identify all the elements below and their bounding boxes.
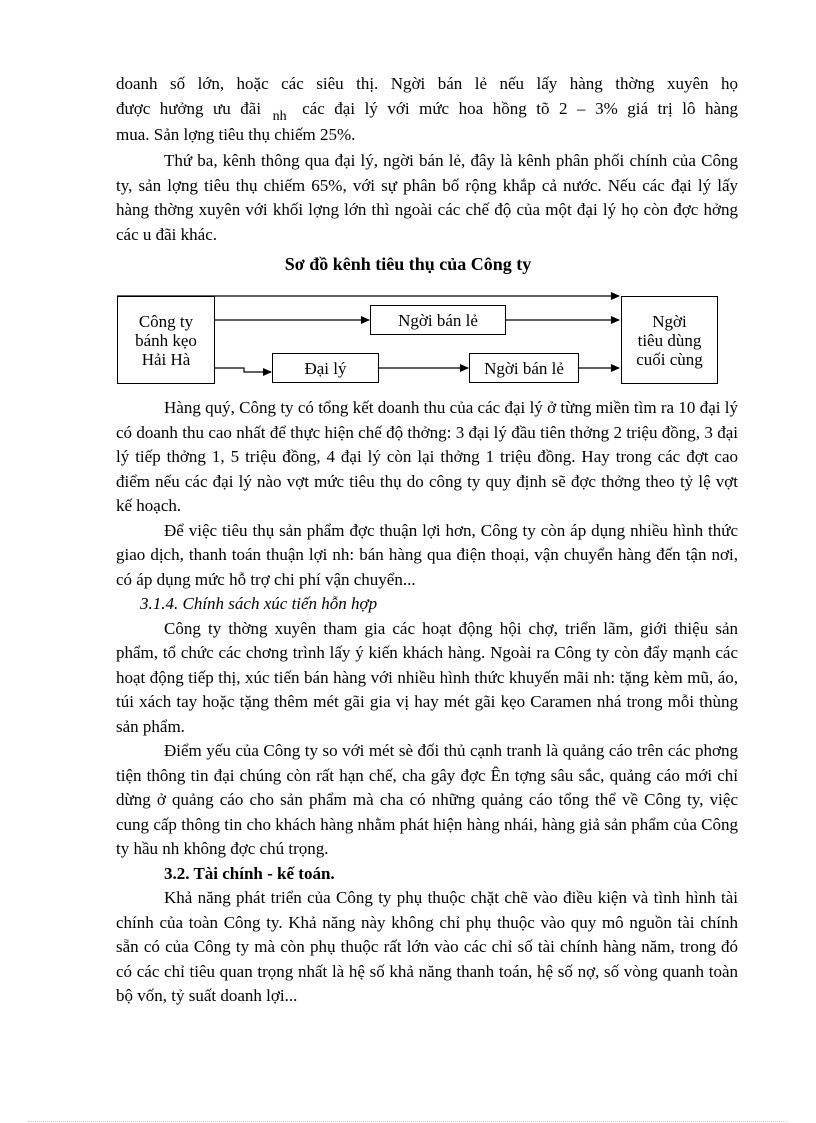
- top-line-2b: các đại lý với mức hoa hồng tõ 2 – 3% giá trị lô hàng: [302, 98, 739, 118]
- arrow-company-to-agent: [214, 368, 271, 372]
- agent-label: Đại lý: [304, 358, 347, 378]
- company-line-2: bánh kẹo: [135, 330, 197, 350]
- payment-paragraph: Để việc tiêu thụ sản phẩm đợc thuận lợi hơn, Công ty còn áp dụng nhiều hình thức giao dịch, thanh toán thuận lợi nh: bán hàng qua điện thoại, vận chuyển hàng đến tận nơi, có áp dụng mức hỗ trợ chi phí vận chuyển...: [116, 520, 738, 589]
- retailer-bottom-box: [469, 353, 579, 383]
- consumer-line-1: Ngời: [652, 311, 687, 331]
- top-line-3: mua. Sản lợng tiêu thụ chiếm 25%.: [116, 125, 356, 144]
- retailer-top-box: [370, 305, 506, 335]
- company-line-1: Công ty: [138, 311, 194, 331]
- promo-heading: 3.1.4. Chính sách xúc tiến hỗn hợp: [140, 594, 378, 613]
- retailer-bottom-label: Ngời bán lẻ: [484, 358, 564, 378]
- finance-paragraph: Khả năng phát triển của Công ty phụ thuộc chặt chẽ vào điều kiện và tình hình tài chính của toàn Công ty. Khả năng này không chỉ phụ thuộc vào quy mô nguồn tài chính sẵn có của Công ty mà còn phụ thuộc rất lớn vào các chỉ số tài chính hàng năm, trong đó có các chỉ tiêu quan trọng nhất là hệ số khả năng thanh toán, hệ số nợ, số vòng quanh toàn bộ vốn, tỷ suất doanh lợi...: [116, 888, 738, 1005]
- promo-paragraph: Công ty thờng xuyên tham gia các hoạt động hội chợ, triển lãm, giới thiệu sản phẩm, tổ chức các chơng trình lấy ý kiến khách hàng. Ngoài ra Công ty còn đẩy mạnh các hoạt động tiếp thị, xúc tiến bán hàng với nhiều hình thức khuyến mãi nh: tặng kèm mũ, áo, túi xách tay hoặc tặng thêm mét gãi gia vị hay mét gãi kẹo Caramen nhá trong mỗi thùng sản phẩm.: [116, 618, 738, 736]
- weakness-paragraph: Điểm yếu của Công ty so với mét sè đối thủ cạnh tranh là quảng cáo trên các phơng tiện thông tin đại chúng còn rất hạn chế, cha gây đợc Ên tợng sâu sắc, quảng cáo mới chỉ dừng ở quảng cáo cho sản phẩm mà cha có những quảng cáo tổng thể về Công ty, việc cung cấp thông tin cho khách hàng nhằm phát hiện hàng nhái, hàng giả sản phẩm của Công ty hầu nh không đợc chú trọng.: [116, 741, 738, 858]
- body-after-diagram: [116, 396, 738, 1009]
- retailer-top-label: Ngời bán lẻ: [398, 310, 478, 330]
- finance-heading: 3.2. Tài chính - kế toán.: [164, 863, 335, 883]
- third-channel-text: Thứ ba, kênh thông qua đại lý, ngời bán lẻ, đây là kênh phân phối chính của Công ty, sản lợng tiêu thụ chiếm 65%, với sự phân bố rộng khắp cả nước. Nếu các đại lý lấy hàng thờng xuyên với khối lợng lớn thì ngoài các chế độ của một đại lý họ còn đợc hởng các u đãi khác.: [116, 151, 738, 244]
- company-line-3: Hải Hà: [141, 349, 191, 369]
- top-line-1: doanh số lớn, hoặc các siêu thị. Ngời bán lẻ nếu lấy hàng thờng xuyên họ: [116, 74, 738, 93]
- top-line-2a: được hưởng ưu đãi: [116, 98, 262, 118]
- company-box: [117, 296, 215, 384]
- consumer-line-2: tiêu dùng: [637, 330, 702, 350]
- diagram-title: Sơ đồ kênh tiêu thụ của Công ty: [284, 254, 532, 274]
- agent-box: [272, 353, 379, 383]
- consumer-line-3: cuối cùng: [636, 349, 703, 369]
- consumer-box: [621, 296, 718, 384]
- quarterly-paragraph: Hàng quý, Công ty có tổng kết doanh thu của các đại lý ở từng miền tìm ra 10 đại lý có doanh thu cao nhất để thực hiện chế độ thởng: 3 đại lý đầu tiên thởng 2 triệu đồng, 3 đại lý tiếp thởng 1, 5 triệu đồng, 4 đại lý còn lại thởng 1 triệu đồng. Hay trong các đợt cao điểm nếu các đại lý nào vợt mức tiêu thụ do công ty quy định sẽ đợc thởng theo tỷ lệ vợt kế hoạch.: [116, 398, 738, 515]
- top-line-2-sub: nh: [272, 108, 287, 124]
- page-bottom-divider: [28, 1121, 788, 1122]
